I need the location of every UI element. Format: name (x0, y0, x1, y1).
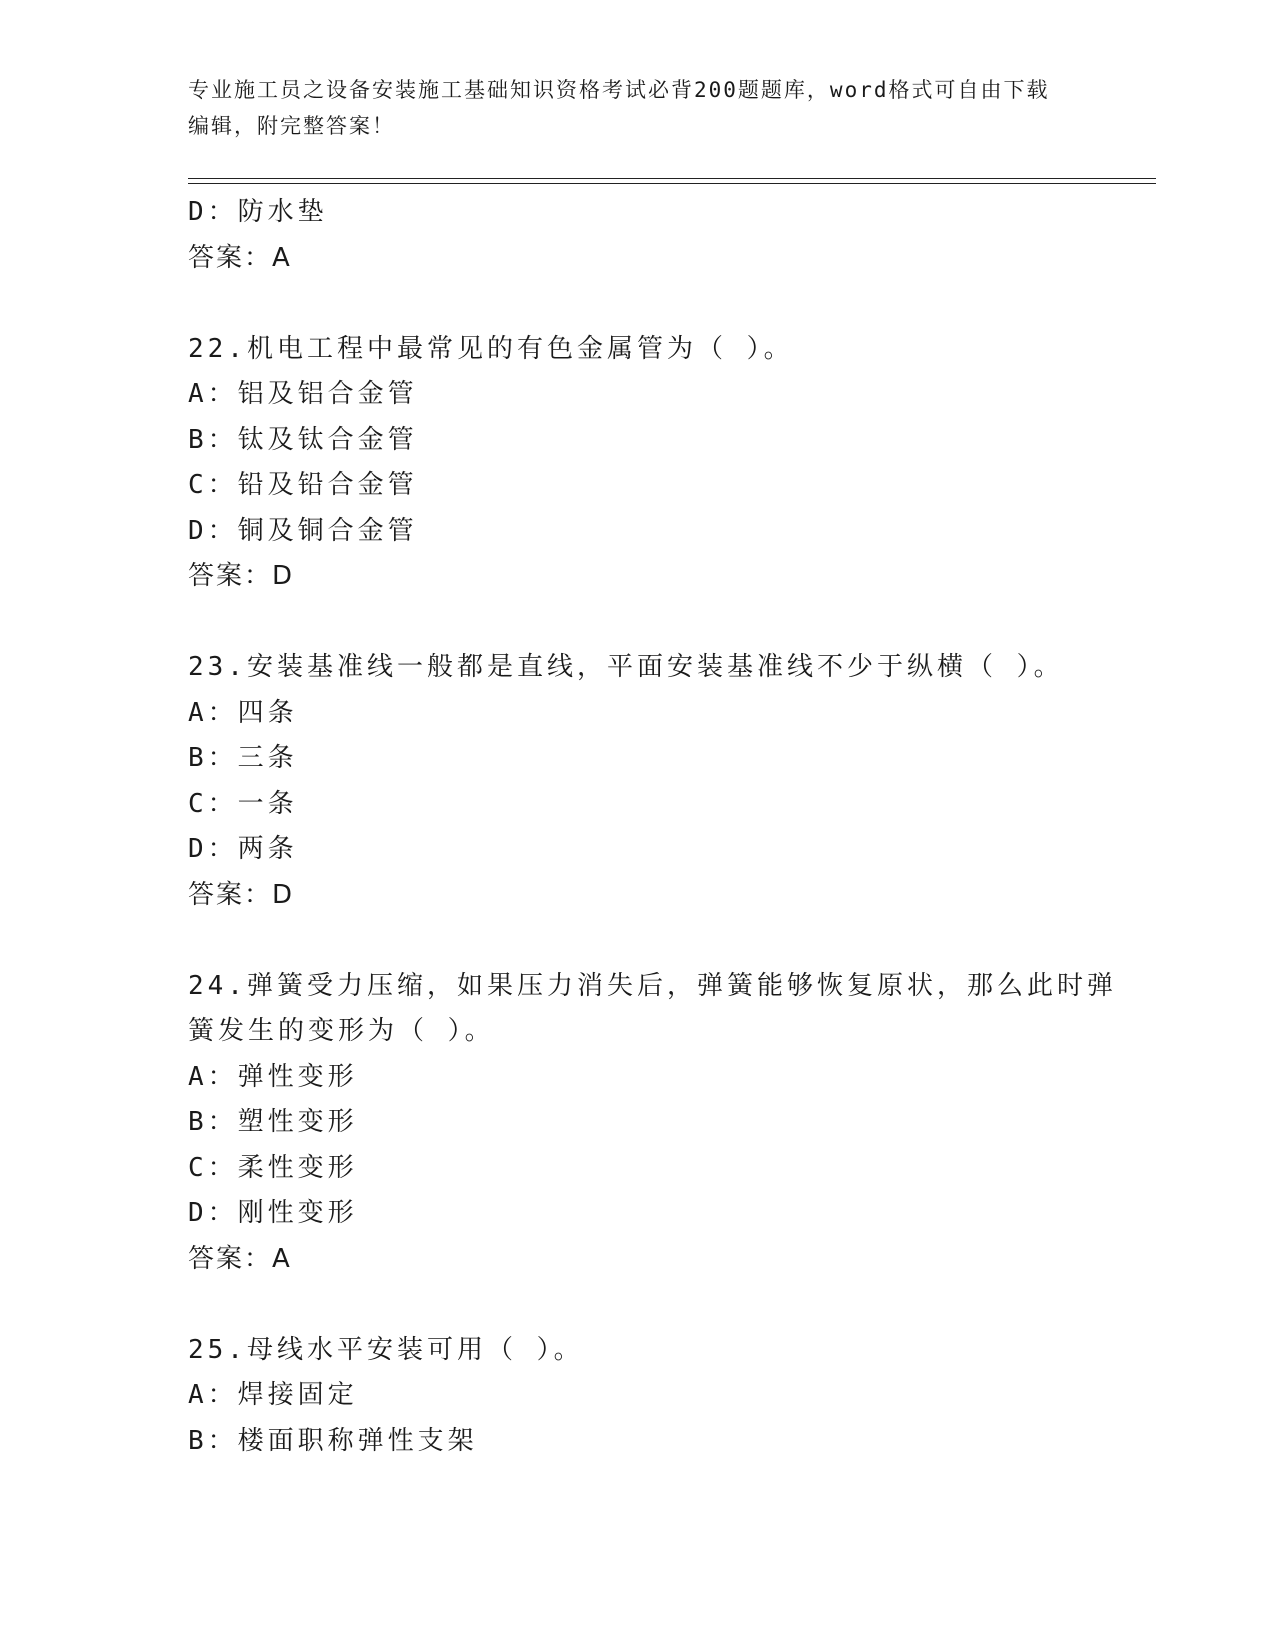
question-stem: 23.安装基准线一般都是直线，平面安装基准线不少于纵横（ ）。 (188, 652, 1064, 682)
spacer (188, 600, 1108, 646)
header-rule-bottom (188, 183, 1156, 184)
answer-line: 答案：A (188, 242, 292, 273)
option-c: C：柔性变形 (188, 1152, 358, 1183)
option-a: A：焊接固定 (188, 1380, 358, 1410)
option-c: C：一条 (188, 788, 298, 819)
option-b: B：塑性变形 (188, 1107, 358, 1137)
question-stem: 25.母线水平安装可用（ ）。 (188, 1334, 584, 1365)
option-d: D：铜及铜合金管 (188, 515, 418, 546)
answer-line: 答案：A (188, 1243, 292, 1274)
option-c: C：铅及铅合金管 (188, 470, 418, 500)
question-stem-line-2: 簧发生的变形为（ ）。 (188, 1016, 495, 1046)
spacer (188, 281, 1108, 327)
option-d: D：防水垫 (188, 197, 328, 227)
option-b: B：三条 (188, 743, 298, 773)
spacer (188, 918, 1108, 964)
answer-line: 答案：D (188, 879, 295, 910)
question-stem: 22.机电工程中最常见的有色金属管为（ ）。 (188, 333, 794, 364)
spacer (188, 1282, 1108, 1328)
answer-line: 答案：D (188, 561, 295, 591)
option-b: B：钛及钛合金管 (188, 424, 418, 455)
option-a: A：铝及铝合金管 (188, 379, 418, 409)
question-stem-line-1: 24.弹簧受力压缩，如果压力消失后，弹簧能够恢复原状，那么此时弹 (188, 970, 1117, 1001)
option-a: A：弹性变形 (188, 1061, 358, 1092)
question-list (188, 190, 1117, 1464)
option-d: D：两条 (188, 834, 298, 864)
option-a: A：四条 (188, 697, 298, 728)
header-rule-top (188, 178, 1156, 179)
option-d: D：刚性变形 (188, 1198, 358, 1228)
option-b: B：楼面职称弹性支架 (188, 1425, 478, 1456)
page-header: 专业施工员之设备安装施工基础知识资格考试必背200题题库，word格式可自由下载编辑，附完整答案！ (188, 78, 1050, 138)
